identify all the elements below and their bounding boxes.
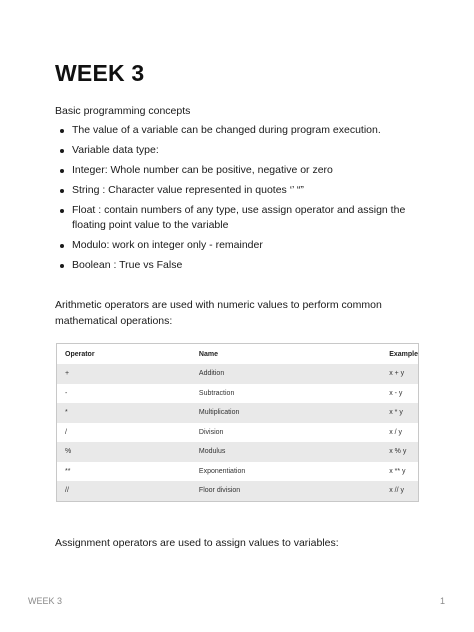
footer-title: WEEK 3 <box>28 596 63 606</box>
table-cell: x * y <box>381 403 418 423</box>
table-cell: Modulus <box>191 442 381 462</box>
list-item: String : Character value represented in quotes ‘’ “” <box>55 183 425 198</box>
operators-table <box>56 343 419 502</box>
table-row <box>57 481 419 501</box>
table-cell: x % y <box>381 442 418 462</box>
table-cell: // <box>57 481 191 501</box>
table-cell: Subtraction <box>198 389 235 397</box>
page-title: WEEK 3 <box>55 60 145 86</box>
table-cell: ** <box>65 467 71 475</box>
column-header-name: Name <box>191 344 381 365</box>
table-cell: Addition <box>191 364 381 384</box>
table-row <box>57 423 419 443</box>
table-cell: - <box>65 389 68 397</box>
column-header-operator: Operator <box>57 344 191 365</box>
concept-list <box>55 123 425 278</box>
table-cell: x + y <box>381 364 418 384</box>
table-cell: % <box>57 442 191 462</box>
list-item: Modulo: work on integer only - remainder <box>55 238 425 253</box>
list-item: Boolean : True vs False <box>55 258 425 273</box>
intro-text: Basic programming concepts <box>55 105 191 117</box>
list-item: Float : contain numbers of any type, use assign operator and assign the floating point value to the variable <box>55 203 425 233</box>
table-cell: x - y <box>389 389 403 397</box>
table-row <box>57 364 419 384</box>
list-item: Variable data type: <box>55 143 425 158</box>
table-cell: / <box>65 428 67 436</box>
table-cell: x // y <box>381 481 418 501</box>
list-item: Integer: Whole number can be positive, negative or zero <box>55 163 425 178</box>
table-cell: * <box>57 403 191 423</box>
table-cell: Division <box>198 428 224 436</box>
table-row <box>57 462 419 482</box>
list-item: The value of a variable can be changed during program execution. <box>55 123 425 138</box>
table-cell: x / y <box>389 428 403 436</box>
table-cell: Exponentiation <box>198 467 246 475</box>
assignment-intro-text: Assignment operators are used to assign values to variables: <box>55 537 339 549</box>
table-cell: + <box>57 364 191 384</box>
table-row <box>57 403 419 423</box>
column-header-example: Example <box>381 344 418 365</box>
table-cell: x ** y <box>389 467 406 475</box>
table-row <box>57 442 419 462</box>
page-number: 1 <box>439 596 445 606</box>
table-cell: Floor division <box>191 481 381 501</box>
table-cell: Multiplication <box>191 403 381 423</box>
table-header-row <box>57 344 419 365</box>
arithmetic-intro-text: Arithmetic operators are used with numeric values to perform common mathematical operations: <box>55 299 382 327</box>
table-row <box>57 384 419 404</box>
